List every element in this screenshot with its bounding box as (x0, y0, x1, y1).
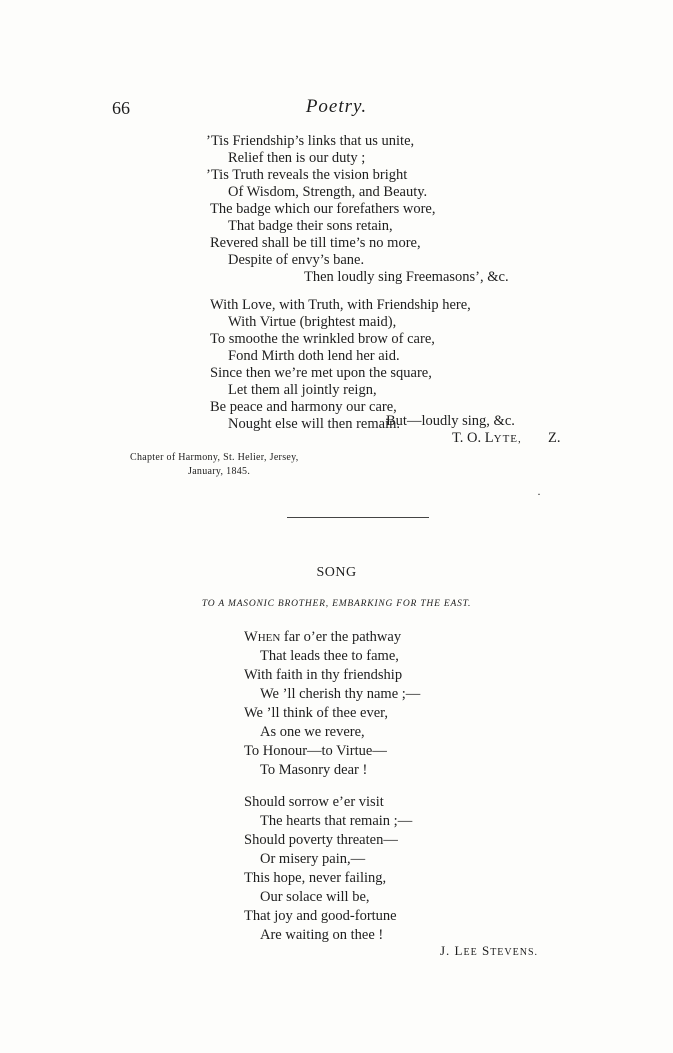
poem-line: Relief then is our duty ; (228, 150, 366, 166)
song-line: That joy and good-fortune (244, 908, 397, 924)
page-number: 66 (112, 98, 130, 118)
song-line: We ’ll think of thee ever, (244, 705, 389, 721)
poem-line: Revered shall be till time’s no more, (210, 235, 421, 251)
poem-refrain: Then loudly sing Freemasons’, &c. (304, 269, 509, 285)
song-line: Our solace will be, (260, 889, 370, 905)
poem-line: Fond Mirth doth lend her aid. (228, 348, 400, 364)
song-line: We ’ll cherish thy name ;— (260, 686, 421, 702)
song-line: Should poverty threaten— (244, 832, 398, 848)
section-divider (287, 517, 429, 518)
poem-line: With Love, with Truth, with Friendship here, (210, 297, 471, 313)
poem-line: To smoothe the wrinkled brow of care, (210, 331, 435, 347)
poem-line: Let them all jointly reign, (228, 382, 377, 398)
song-subtitle: TO A MASONIC BROTHER, EMBARKING FOR THE EAST. (201, 599, 472, 609)
song-line: To Masonry dear ! (260, 762, 368, 778)
signature-title: Z. (548, 430, 561, 446)
song-line: Or misery pain,— (260, 851, 366, 867)
poem-line: Despite of envy’s bane. (228, 252, 365, 268)
drop-initial: W (244, 629, 258, 645)
song-title: SONG (316, 565, 357, 580)
song-line: The hearts that remain ;— (260, 813, 413, 829)
song-line: As one we revere, (260, 724, 365, 740)
song-line: To Honour—to Virtue— (244, 743, 387, 759)
poem-line: ’Tis Truth reveals the vision bright (206, 167, 408, 183)
first-line-text: far o’er the pathway (280, 629, 402, 645)
poem-line: Of Wisdom, Strength, and Beauty. (228, 184, 428, 200)
poem-refrain: But—loudly sing, &c. (386, 413, 515, 429)
poem-line: With Virtue (brightest maid), (228, 314, 397, 330)
song-first-line (244, 629, 401, 647)
poem-line: Nought else will then remain. (228, 416, 400, 432)
first-word-smallcaps: HEN (257, 632, 281, 644)
signature-surname: YTE, (493, 433, 522, 445)
song-line: Should sorrow e’er visit (244, 794, 384, 810)
signature-surname: TEVENS. (490, 947, 539, 958)
song-line: With faith in thy friendship (244, 667, 403, 683)
song-line: This hope, never failing, (244, 870, 387, 886)
signature-initial-s: S (477, 943, 491, 958)
poem-line: Be peace and harmony our care, (210, 399, 397, 415)
poem-line: The badge which our forefathers wore, (210, 201, 436, 217)
stray-mark: · (537, 487, 541, 501)
song-signature (440, 943, 538, 959)
signature-smallcaps: EE (463, 947, 478, 958)
poem-line: Since then we’re met upon the square, (210, 365, 432, 381)
signature-initials: J. L (440, 943, 464, 958)
signature-initials: T. O. L (452, 430, 494, 446)
poem-date: January, 1845. (188, 466, 251, 477)
poem-place: Chapter of Harmony, St. Helier, Jersey, (130, 452, 299, 463)
song-line: That leads thee to fame, (260, 648, 399, 664)
song-line: Are waiting on thee ! (260, 927, 384, 943)
poem-signature (452, 430, 522, 447)
poem-line: That badge their sons retain, (228, 218, 393, 234)
running-title: Poetry. (305, 96, 368, 117)
poem-line: ’Tis Friendship’s links that us unite, (206, 133, 415, 149)
